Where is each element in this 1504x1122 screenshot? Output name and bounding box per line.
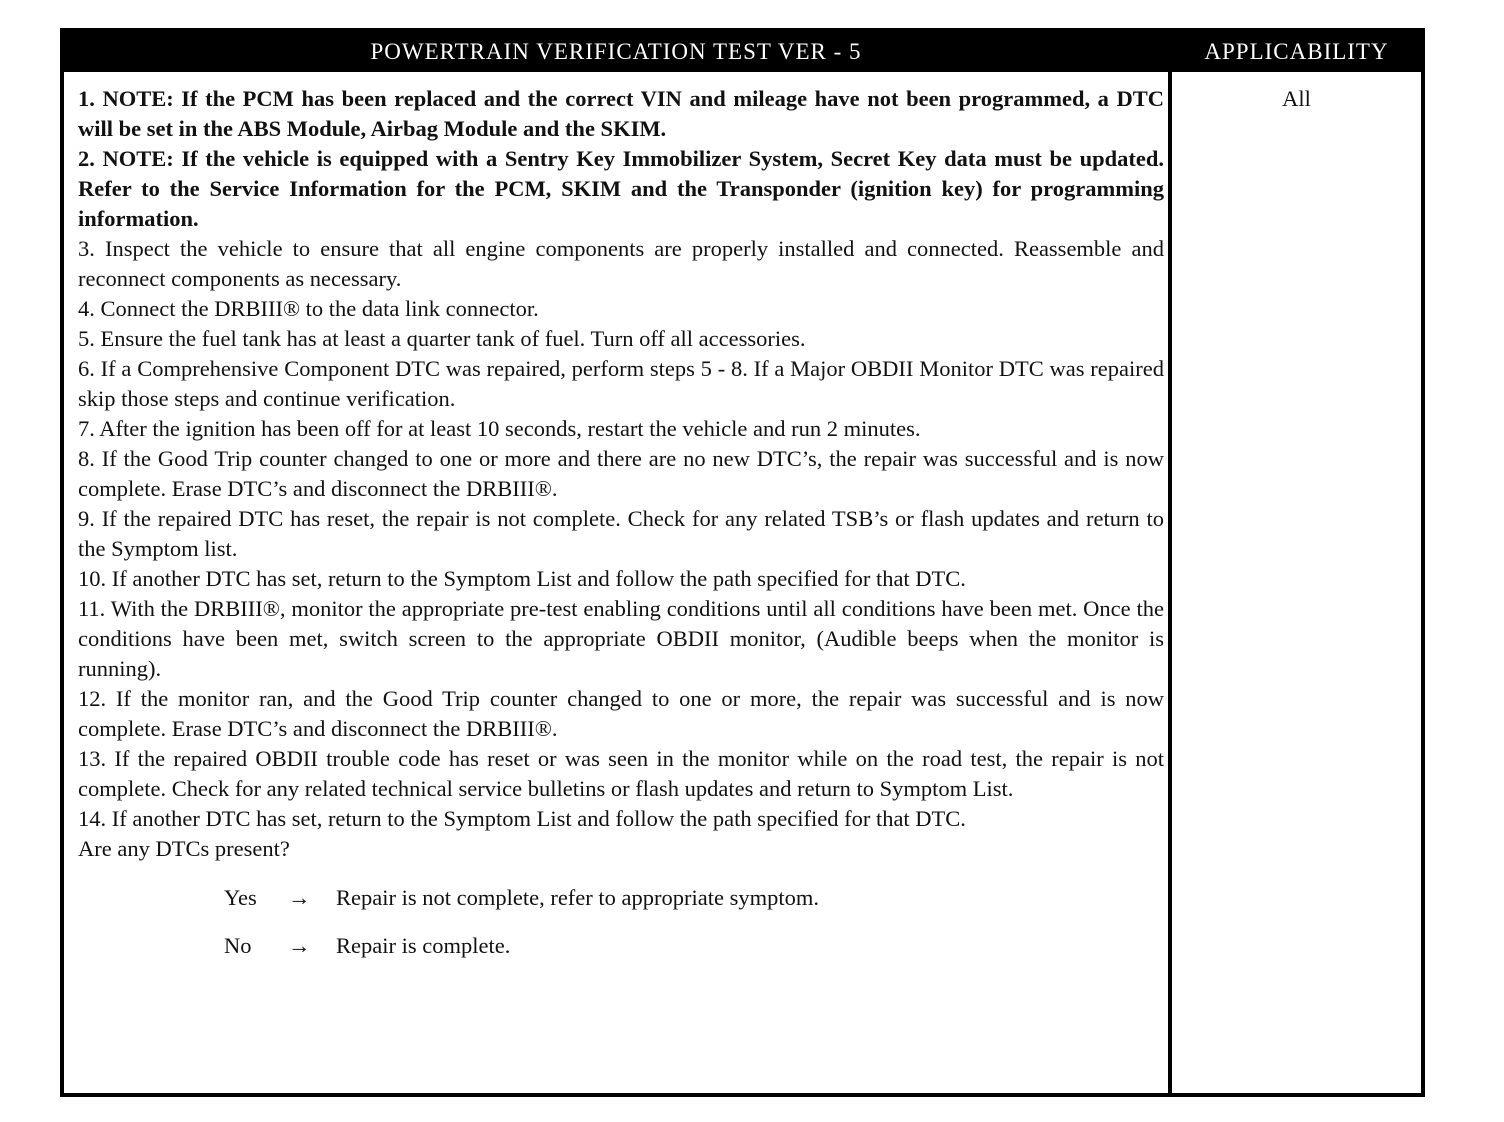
answer-label: No <box>224 933 252 958</box>
test-title: POWERTRAIN VERIFICATION TEST VER - 5 <box>370 39 862 64</box>
procedure-step: 5. Ensure the fuel tank has at least a quarter tank of fuel. Turn off all accessories. <box>78 326 806 351</box>
right-arrow-icon: → <box>288 885 311 910</box>
answer-text: Repair is not complete, refer to appropriate symptom. <box>336 885 819 910</box>
procedure-step: 3. Inspect the vehicle to ensure that all engine components are properly installed and connected. Reassemble and reconnect components as necessary. <box>78 236 1164 291</box>
procedure-step: 9. If the repaired DTC has reset, the repair is not complete. Check for any related TSB’s or flash updates and return to the Symptom list. <box>78 506 1164 561</box>
procedure-step: 10. If another DTC has set, return to the Symptom List and follow the path specified for that DTC. <box>78 566 966 591</box>
applicability-value: All <box>1282 86 1311 111</box>
dtc-question: Are any DTCs present? <box>78 836 290 861</box>
verification-test-table <box>60 28 1425 1097</box>
answer-list <box>78 883 1164 979</box>
answer-no <box>78 931 1164 979</box>
procedure-step: 6. If a Comprehensive Component DTC was repaired, perform steps 5 - 8. If a Major OBDII Monitor DTC was repaired skip those steps and continue verification. <box>78 356 1164 411</box>
column-divider <box>1168 72 1172 1093</box>
answer-text: Repair is complete. <box>336 933 511 958</box>
procedure-step: 12. If the monitor ran, and the Good Trip counter changed to one or more, the repair was successful and is now complete. Erase DTC’s and disconnect the DRBIII®. <box>78 686 1164 741</box>
procedure-step: 7. After the ignition has been off for at least 10 seconds, restart the vehicle and run 2 minutes. <box>78 416 921 441</box>
procedure-step: 11. With the DRBIII®, monitor the appropriate pre-test enabling conditions until all conditions have been met. Once the conditions have been met, switch screen to the appropriate OBDII monitor, (Audible beeps when the monitor is running). <box>78 596 1164 681</box>
applicability-header: APPLICABILITY <box>1204 39 1389 64</box>
right-arrow-icon: → <box>288 933 311 958</box>
procedure-cell <box>78 84 1164 979</box>
answer-label: Yes <box>224 885 257 910</box>
answer-yes <box>78 883 1164 931</box>
procedure-step: 2. NOTE: If the vehicle is equipped with a Sentry Key Immobilizer System, Secret Key data must be updated. Refer to the Service Information for the PCM, SKIM and the Transponder (ignition key) for programming information. <box>78 146 1164 231</box>
procedure-step: 4. Connect the DRBIII® to the data link connector. <box>78 296 539 321</box>
procedure-step: 14. If another DTC has set, return to the Symptom List and follow the path specified for that DTC. <box>78 806 966 831</box>
table-header <box>64 32 1421 72</box>
procedure-step: 1. NOTE: If the PCM has been replaced and the correct VIN and mileage have not been programmed, a DTC will be set in the ABS Module, Airbag Module and the SKIM. <box>78 86 1164 141</box>
procedure-step: 8. If the Good Trip counter changed to one or more and there are no new DTC’s, the repair was successful and is now complete. Erase DTC’s and disconnect the DRBIII®. <box>78 446 1164 501</box>
procedure-step: 13. If the repaired OBDII trouble code has reset or was seen in the monitor while on the road test, the repair is not complete. Check for any related technical service bulletins or flash updates and return to Symptom List. <box>78 746 1164 801</box>
